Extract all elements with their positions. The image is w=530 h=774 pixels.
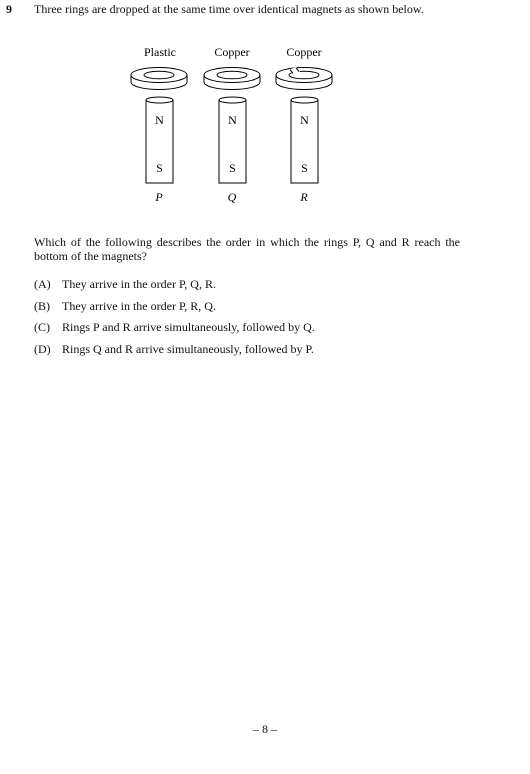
bar-magnet: [146, 97, 173, 183]
option-text: Rings Q and R arrive simultaneously, followed by P.: [62, 341, 314, 356]
option-text: They arrive in the order P, Q, R.: [62, 277, 216, 291]
setup-p: [131, 45, 187, 204]
option-letter: (D): [34, 341, 51, 356]
setup-label-p: P: [155, 190, 163, 204]
south-pole-label: S: [229, 161, 236, 175]
copper-ring: [204, 68, 260, 90]
magnet-ring-figure: [0, 0, 530, 215]
option-letter: (C): [34, 320, 50, 334]
setup-label-r: R: [300, 190, 308, 204]
north-pole-label: N: [155, 113, 164, 127]
page-number: – 8 –: [253, 722, 277, 736]
north-pole-label: N: [228, 113, 237, 127]
option-letter: (B): [34, 298, 50, 313]
setup-r: [276, 45, 332, 204]
option-letter: (A): [34, 277, 51, 291]
option-b[interactable]: [34, 299, 315, 321]
ring-material-label: Copper: [214, 45, 250, 59]
bar-magnet: [219, 97, 246, 183]
option-c[interactable]: [34, 320, 315, 342]
setup-label-q: Q: [227, 190, 237, 204]
answer-options: [34, 277, 315, 363]
ring-material-label: Plastic: [144, 45, 176, 59]
plastic-ring: [131, 68, 187, 90]
question-stem: Three rings are dropped at the same time over identical magnets as shown below.: [34, 2, 424, 16]
setup-q: [204, 45, 260, 204]
option-text: They arrive in the order P, R, Q.: [62, 298, 216, 313]
question-number: 9: [6, 2, 12, 16]
ring-material-label: Copper: [286, 45, 322, 59]
south-pole-label: S: [156, 161, 163, 175]
option-a[interactable]: [34, 277, 315, 299]
option-text: Rings P and R arrive simultaneously, followed by Q.: [62, 320, 315, 334]
south-pole-label: S: [301, 161, 308, 175]
option-d[interactable]: [34, 342, 315, 364]
question-prompt: Which of the following describes the order in which the rings P, Q and R reach the bottom of the magnets?: [34, 235, 460, 263]
north-pole-label: N: [300, 113, 309, 127]
split-copper-ring: [276, 68, 332, 90]
bar-magnet: [291, 97, 318, 183]
